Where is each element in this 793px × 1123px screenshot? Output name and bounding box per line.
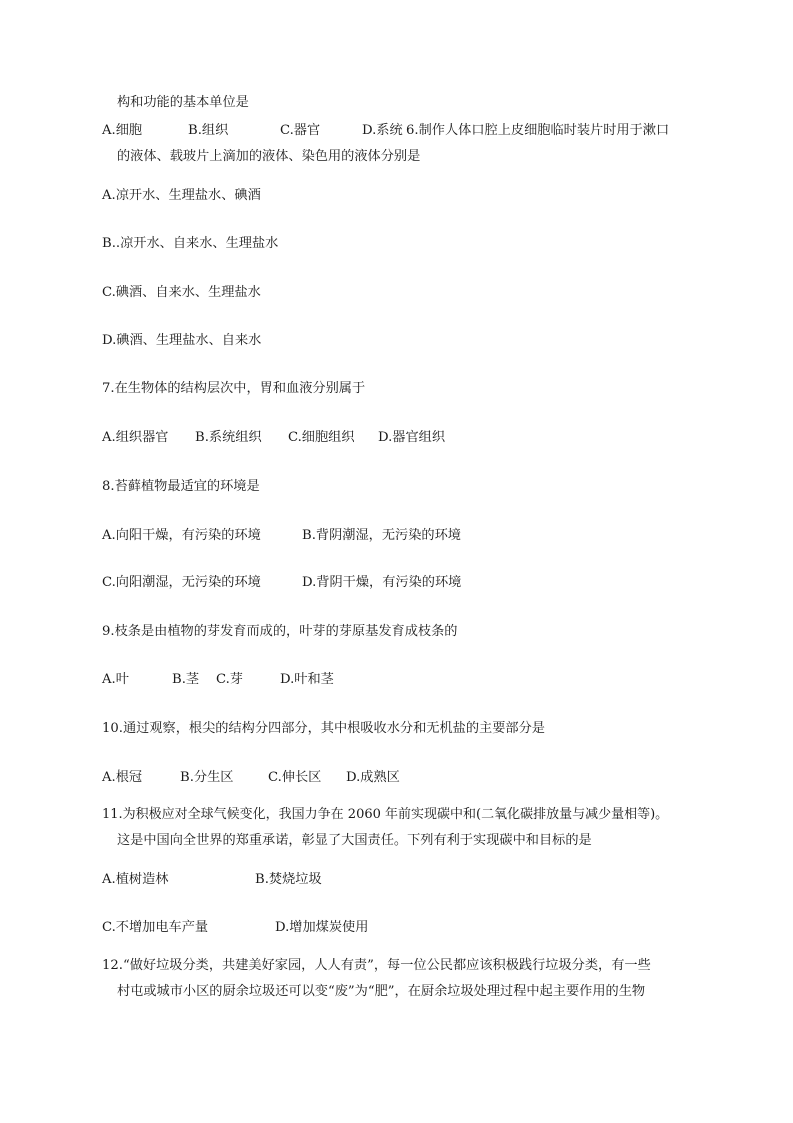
q6-option-d: D.碘酒、生理盐水、自来水 [102, 333, 262, 348]
q7-option-c: C.细胞组织 [288, 430, 355, 445]
q5-option-c: C.器官 [280, 123, 321, 138]
q6-option-c: C.碘酒、自来水、生理盐水 [102, 285, 261, 300]
q8-stem: 8.苔藓植物最适宜的环境是 [102, 479, 260, 494]
q7-stem: 7.在生物体的结构层次中，胃和血液分别属于 [102, 381, 366, 396]
q6-stem-line1: 6.制作人体口腔上皮细胞临时装片时用于漱口 [406, 123, 670, 138]
q11-stem-line1: 11.为积极应对全球气候变化，我国力争在 2060 年前实现碳中和(二氧化碳排放量与减少量相等)。 [102, 807, 669, 822]
q8-option-d: D.背阴干燥，有污染的环境 [302, 575, 462, 590]
q10-option-c: C.伸长区 [268, 770, 322, 785]
q9-stem: 9.枝条是由植物的芽发育而成的，叶芽的芽原基发育成枝条的 [102, 624, 458, 639]
q10-stem: 10.通过观察，根尖的结构分四部分，其中根吸收水分和无机盐的主要部分是 [102, 721, 545, 736]
q9-option-b: B.茎 [172, 672, 200, 687]
q12-stem-line1: 12.“做好垃圾分类，共建美好家园，人人有责”，每一位公民都应该积极践行垃圾分类，有一些 [102, 958, 651, 973]
q8-option-b: B.背阴潮湿，无污染的环境 [302, 528, 461, 543]
q7-option-d: D.器官组织 [378, 430, 446, 445]
q5-stem-continuation: 构和功能的基本单位是 [117, 95, 249, 110]
q11-option-c: C.不增加电车产量 [102, 920, 209, 935]
q10-option-b: B.分生区 [180, 770, 234, 785]
q5-option-b: B.组织 [188, 123, 229, 138]
q7-option-a: A.组织器官 [102, 430, 169, 445]
q9-option-d: D.叶和茎 [280, 672, 334, 687]
q9-option-c: C.芽 [216, 672, 243, 687]
q9-option-a: A.叶 [102, 672, 129, 687]
q5-option-a: A.细胞 [102, 123, 143, 138]
q6-option-b: B..凉开水、自来水、生理盐水 [102, 236, 279, 251]
q5-option-d: D.系统 [362, 123, 403, 138]
q6-option-a: A.凉开水、生理盐水、碘酒 [102, 188, 261, 203]
q8-option-c: C.向阳潮湿，无污染的环境 [102, 575, 261, 590]
q6-stem-line2: 的液体、载玻片上滴加的液体、染色用的液体分别是 [117, 149, 421, 164]
q12-stem-line2: 村屯或城市小区的厨余垃圾还可以变“废”为“肥”，在厨余垃圾处理过程中起主要作用的生物 [117, 984, 646, 999]
q8-option-a: A.向阳干燥，有污染的环境 [102, 528, 261, 543]
q11-stem-line2: 这是中国向全世界的郑重承诺，彰显了大国责任。下列有利于实现碳中和目标的是 [117, 833, 592, 848]
q7-option-b: B.系统组织 [195, 430, 262, 445]
q11-option-a: A.植树造林 [102, 872, 169, 887]
q10-option-a: A.根冠 [102, 770, 143, 785]
q11-option-b: B.焚烧垃圾 [255, 872, 322, 887]
q10-option-d: D.成熟区 [346, 770, 400, 785]
q11-option-d: D.增加煤炭使用 [275, 920, 369, 935]
